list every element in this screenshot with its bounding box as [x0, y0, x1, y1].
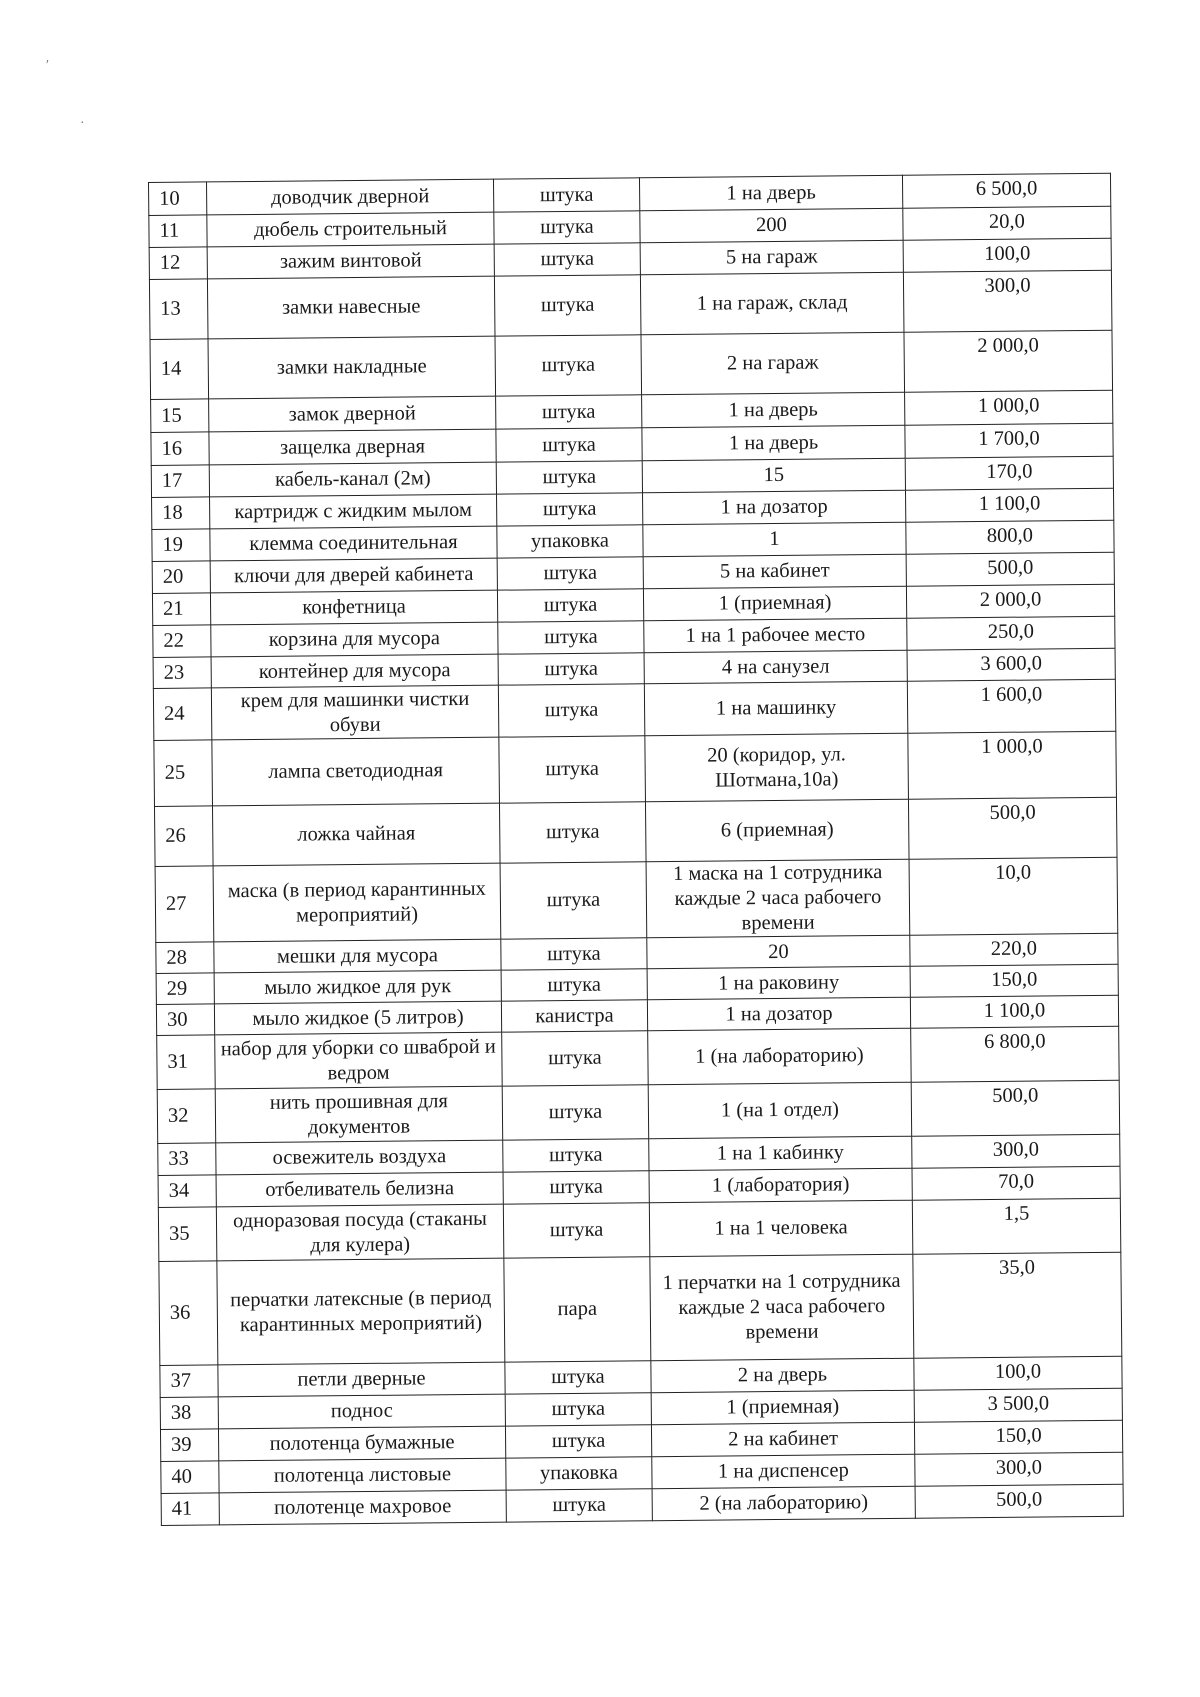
item-name: лампа светодиодная — [212, 737, 500, 806]
unit-of-measure: пара — [504, 1257, 651, 1362]
unit-of-measure: упаковка — [506, 1457, 652, 1490]
unit-of-measure: штука — [494, 275, 641, 336]
quantity-norm: 2 (на лабораторию) — [652, 1486, 915, 1521]
quantity-norm: 1 на раковину — [647, 966, 910, 1000]
row-number: 26 — [154, 806, 213, 867]
quantity-norm: 5 на гараж — [640, 240, 903, 275]
scan-artifact: · — [80, 116, 85, 131]
item-name: картридж с жидким мылом — [210, 494, 497, 529]
price-value: 250,0 — [907, 616, 1115, 650]
row-number: 15 — [151, 399, 209, 433]
unit-of-measure: штука — [497, 589, 643, 622]
price-value: 300,0 — [915, 1452, 1123, 1486]
price-value: 1 000,0 — [905, 390, 1113, 425]
price-value: 800,0 — [906, 520, 1114, 554]
unit-of-measure: штука — [496, 461, 642, 494]
item-name: нить прошивная для документов — [215, 1086, 503, 1143]
price-value: 170,0 — [905, 456, 1113, 490]
unit-of-measure: штука — [496, 395, 642, 429]
item-name: ключи для дверей кабинета — [210, 558, 497, 593]
quantity-norm: 1 на диспенсер — [652, 1454, 915, 1489]
quantity-norm: 1 (на 1 отдел) — [648, 1082, 912, 1139]
price-value: 500,0 — [908, 797, 1117, 859]
quantity-norm: 1 на дверь — [639, 175, 902, 211]
item-name: дюбель строительный — [207, 212, 494, 247]
row-number: 17 — [151, 465, 209, 498]
row-number: 27 — [155, 866, 214, 943]
table-row — [154, 797, 1117, 866]
price-value: 6 800,0 — [911, 1026, 1120, 1082]
row-number: 38 — [160, 1397, 218, 1430]
unit-of-measure: штука — [494, 211, 640, 244]
row-number: 35 — [158, 1207, 217, 1262]
supplies-sheet — [148, 173, 1123, 1526]
price-value: 150,0 — [914, 1420, 1122, 1454]
quantity-norm: 1 перчатки на 1 сотрудника каждые 2 часа рабочего времени — [650, 1254, 914, 1361]
quantity-norm: 1 (приемная) — [643, 586, 906, 621]
table-row — [153, 679, 1115, 740]
quantity-norm: 1 (приемная) — [651, 1390, 914, 1425]
unit-of-measure: штука — [503, 1203, 650, 1258]
item-name: отбеливатель белизна — [216, 1172, 503, 1207]
quantity-norm: 4 на санузел — [644, 650, 907, 684]
unit-of-measure: штука — [505, 1425, 651, 1458]
unit-of-measure: штука — [499, 802, 646, 863]
item-name: замок дверной — [209, 396, 496, 432]
price-value: 1 700,0 — [905, 423, 1113, 458]
unit-of-measure: штука — [500, 862, 647, 939]
unit-of-measure: штука — [495, 335, 642, 396]
item-name: доводчик дверной — [207, 179, 494, 215]
unit-of-measure: штука — [501, 938, 647, 970]
price-value: 2 000,0 — [904, 330, 1113, 392]
quantity-norm: 2 на дверь — [651, 1358, 914, 1393]
item-name: поднос — [218, 1394, 505, 1429]
item-name: полотенца листовые — [219, 1458, 506, 1493]
item-name: замки навесные — [207, 276, 495, 339]
unit-of-measure: канистра — [501, 1000, 647, 1032]
price-value: 150,0 — [910, 964, 1118, 997]
price-value: 1 100,0 — [905, 488, 1113, 522]
item-name: полотенце махровое — [219, 1490, 506, 1525]
row-number: 11 — [149, 215, 207, 248]
quantity-norm: 2 на кабинет — [651, 1422, 914, 1457]
row-number: 16 — [151, 432, 209, 466]
item-name: набор для уборки со шваброй и ведром — [215, 1032, 503, 1089]
item-name: конфетница — [210, 590, 497, 625]
row-number: 40 — [161, 1461, 219, 1494]
item-name: мешки для мусора — [214, 939, 501, 973]
item-name: контейнер для мусора — [211, 654, 498, 688]
table-row — [157, 1080, 1119, 1143]
price-value: 500,0 — [911, 1080, 1120, 1136]
row-number: 23 — [153, 657, 211, 689]
table-row — [155, 857, 1118, 942]
item-name: корзина для мусора — [211, 622, 498, 657]
row-number: 24 — [153, 688, 211, 741]
item-name: зажим винтовой — [207, 244, 494, 279]
price-value: 1 000,0 — [908, 731, 1117, 799]
item-name: перчатки латексные (в период карантинных мероприятий) — [217, 1258, 505, 1365]
quantity-norm: 1 маска на 1 сотрудника каждые 2 часа рабочего времени — [646, 859, 910, 938]
unit-of-measure: упаковка — [497, 525, 643, 558]
price-value: 70,0 — [912, 1166, 1120, 1200]
quantity-norm: 5 на кабинет — [643, 554, 906, 589]
unit-of-measure: штука — [496, 428, 642, 462]
row-number: 28 — [156, 942, 214, 974]
price-value: 3 500,0 — [914, 1388, 1122, 1422]
quantity-norm: 1 (лаборатория) — [649, 1168, 912, 1203]
row-number: 30 — [156, 1004, 214, 1036]
item-name: замки накладные — [208, 336, 496, 399]
unit-of-measure: штука — [498, 621, 644, 654]
row-number: 12 — [149, 247, 207, 280]
row-number: 34 — [158, 1175, 216, 1208]
quantity-norm: 1 на 1 человека — [649, 1200, 913, 1257]
item-name: клемма соединительная — [210, 526, 497, 561]
quantity-norm: 6 (приемная) — [645, 799, 909, 862]
scan-artifact: ′ — [46, 58, 50, 73]
quantity-norm: 1 на дверь — [642, 392, 905, 428]
unit-of-measure: штука — [493, 178, 639, 212]
table-row — [149, 270, 1112, 339]
unit-of-measure: штука — [503, 1139, 649, 1172]
unit-of-measure: штука — [505, 1361, 651, 1394]
item-name: освежитель воздуха — [216, 1140, 503, 1175]
item-name: ложка чайная — [212, 803, 500, 866]
price-value: 2 000,0 — [906, 584, 1114, 618]
quantity-norm: 1 на дозатор — [647, 997, 910, 1031]
price-value: 1 600,0 — [907, 679, 1115, 733]
unit-of-measure: штука — [502, 1031, 649, 1086]
table-row — [158, 1198, 1120, 1261]
row-number: 22 — [153, 625, 211, 658]
price-value: 100,0 — [914, 1356, 1122, 1390]
price-value: 6 500,0 — [902, 173, 1110, 208]
unit-of-measure: штука — [497, 493, 643, 526]
item-name: кабель-канал (2м) — [209, 462, 496, 497]
row-number: 32 — [157, 1089, 216, 1144]
unit-of-measure: штука — [497, 557, 643, 590]
row-number: 33 — [158, 1143, 216, 1176]
quantity-norm: 1 на дверь — [642, 425, 905, 461]
quantity-norm: 1 на машинку — [644, 681, 907, 736]
price-value: 300,0 — [912, 1134, 1120, 1168]
row-number: 10 — [149, 182, 207, 216]
item-name: одноразовая посуда (стаканы для кулера) — [216, 1204, 504, 1261]
quantity-norm: 1 на 1 кабинку — [649, 1136, 912, 1171]
unit-of-measure: штука — [494, 243, 640, 276]
unit-of-measure: штука — [501, 969, 647, 1001]
price-value: 10,0 — [909, 857, 1118, 935]
price-value: 100,0 — [903, 238, 1111, 272]
row-number: 36 — [159, 1261, 218, 1366]
price-value: 500,0 — [906, 552, 1114, 586]
price-value: 3 600,0 — [907, 648, 1115, 681]
quantity-norm: 1 на гараж, склад — [640, 272, 904, 335]
unit-of-measure: штука — [498, 684, 644, 737]
unit-of-measure: штука — [505, 1393, 651, 1426]
quantity-norm: 200 — [640, 208, 903, 243]
row-number: 21 — [152, 593, 210, 626]
quantity-norm: 1 на 1 рабочее место — [644, 618, 907, 653]
quantity-norm: 2 на гараж — [641, 332, 905, 395]
quantity-norm: 1 на дозатор — [643, 490, 906, 525]
row-number: 13 — [149, 279, 208, 340]
row-number: 14 — [150, 339, 209, 400]
quantity-norm: 1 — [643, 522, 906, 557]
row-number: 41 — [161, 1493, 219, 1526]
unit-of-measure: штука — [498, 653, 644, 685]
supplies-table-body — [149, 173, 1124, 1525]
table-row — [157, 1026, 1119, 1089]
quantity-norm: 20 — [647, 935, 910, 969]
price-value: 20,0 — [903, 206, 1111, 240]
supplies-table — [148, 173, 1124, 1526]
row-number: 20 — [152, 561, 210, 594]
row-number: 19 — [152, 529, 210, 562]
price-value: 35,0 — [913, 1252, 1122, 1358]
unit-of-measure: штука — [506, 1489, 652, 1522]
item-name: петли дверные — [218, 1362, 505, 1397]
row-number: 25 — [154, 740, 213, 807]
price-value: 500,0 — [915, 1484, 1123, 1518]
price-value: 300,0 — [903, 270, 1112, 332]
item-name: маска (в период карантинных мероприятий) — [213, 863, 501, 942]
row-number: 29 — [156, 973, 214, 1005]
unit-of-measure: штука — [499, 736, 646, 803]
table-row — [150, 330, 1113, 399]
item-name: мыло жидкое (5 литров) — [214, 1001, 501, 1035]
price-value: 1,5 — [912, 1198, 1121, 1254]
price-value: 1 100,0 — [910, 995, 1118, 1028]
row-number: 37 — [160, 1365, 218, 1398]
row-number: 18 — [152, 497, 210, 530]
row-number: 39 — [160, 1429, 218, 1462]
quantity-norm: 1 (на лабораторию) — [648, 1028, 912, 1085]
item-name: полотенца бумажные — [218, 1426, 505, 1461]
quantity-norm: 15 — [642, 458, 905, 493]
table-row — [154, 731, 1117, 806]
table-row — [159, 1252, 1122, 1365]
unit-of-measure: штука — [503, 1171, 649, 1204]
price-value: 220,0 — [910, 933, 1118, 966]
item-name: защелка дверная — [209, 429, 496, 465]
row-number: 31 — [157, 1035, 216, 1090]
item-name: мыло жидкое для рук — [214, 970, 501, 1004]
unit-of-measure: штука — [502, 1085, 649, 1140]
quantity-norm: 20 (коридор, ул. Шотмана,10а) — [645, 733, 909, 802]
item-name: крем для машинки чистки обуви — [211, 685, 498, 740]
